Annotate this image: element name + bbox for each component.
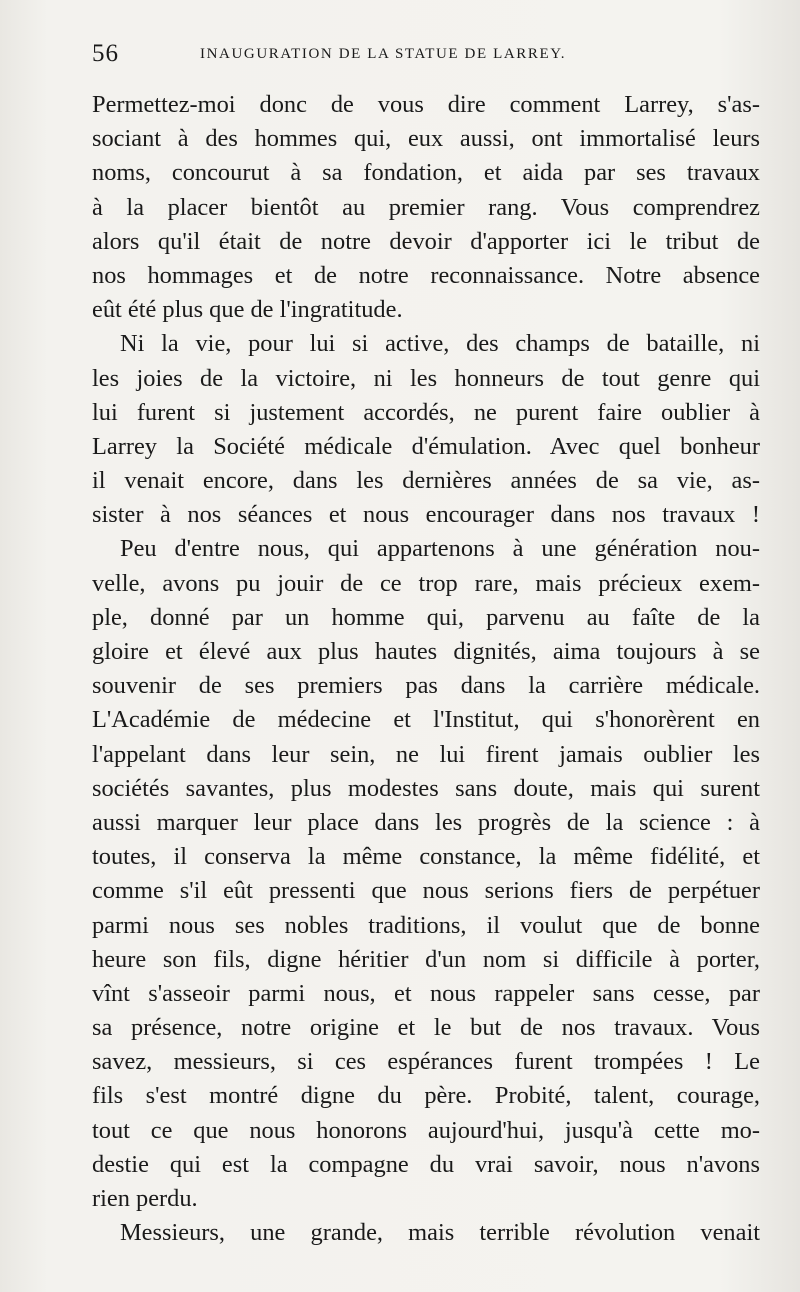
running-title: INAUGURATION DE LA STATUE DE LARREY. bbox=[200, 46, 567, 62]
text-line: toutes, il conserva la même constance, la même fidélité, et bbox=[92, 843, 760, 871]
text-line: ple, donné par un homme qui, parvenu au faîte de la bbox=[92, 603, 760, 631]
body-text bbox=[92, 88, 760, 1250]
text-line: parmi nous ses nobles traditions, il voulut que de bonne bbox=[92, 911, 760, 939]
text-line: sister à nos séances et nous encourager dans nos travaux ! bbox=[92, 501, 760, 529]
text-line: souvenir de ses premiers pas dans la carrière médicale. bbox=[92, 672, 760, 700]
text-line: gloire et élevé aux plus hautes dignités, aima toujours à se bbox=[92, 638, 760, 665]
text-line: à la placer bientôt au premier rang. Vous comprendrez bbox=[92, 193, 760, 221]
text-line: sociant à des hommes qui, eux aussi, ont immortalisé leurs bbox=[92, 125, 760, 153]
text-line: l'appelant dans leur sein, ne lui firent jamais oublier les bbox=[92, 740, 760, 768]
text-line: tout ce que nous honorons aujourd'hui, jusqu'à cette mo- bbox=[92, 1116, 760, 1144]
text-line: Messieurs, une grande, mais terrible révolution venait bbox=[120, 1219, 760, 1247]
text-line: Ni la vie, pour lui si active, des champs de bataille, ni bbox=[120, 330, 760, 358]
text-line: velle, avons pu jouir de ce trop rare, mais précieux exem- bbox=[92, 569, 760, 597]
text-line: alors qu'il était de notre devoir d'apporter ici le tribut de bbox=[92, 227, 760, 255]
text-line: heure son fils, digne héritier d'un nom si difficile à porter, bbox=[92, 945, 760, 973]
text-line: les joies de la victoire, ni les honneurs de tout genre qui bbox=[92, 364, 760, 392]
text-line: lui furent si justement accordés, ne purent faire oublier à bbox=[92, 398, 760, 426]
text-line: vînt s'asseoir parmi nous, et nous rappeler sans cesse, par bbox=[92, 979, 760, 1007]
text-line: rien perdu. bbox=[92, 1185, 198, 1212]
text-line: L'Académie de médecine et l'Institut, qui s'honorèrent en bbox=[92, 706, 760, 734]
text-line: nos hommages et de notre reconnaissance. Notre absence bbox=[92, 261, 760, 289]
text-line: il venait encore, dans les dernières années de sa vie, as- bbox=[92, 467, 760, 495]
text-line: destie qui est la compagne du vrai savoir, nous n'avons bbox=[92, 1150, 760, 1178]
text-line: savez, messieurs, si ces espérances furent trompées ! Le bbox=[92, 1048, 760, 1076]
text-line: aussi marquer leur place dans les progrès de la science : à bbox=[92, 808, 760, 836]
page-header bbox=[92, 40, 672, 70]
text-line: comme s'il eût pressenti que nous serions fiers de perpétuer bbox=[92, 877, 760, 905]
text-line: Larrey la Société médicale d'émulation. Avec quel bonheur bbox=[92, 432, 760, 460]
text-line: sociétés savantes, plus modestes sans doute, mais qui surent bbox=[92, 774, 760, 802]
page-number: 56 bbox=[92, 40, 119, 67]
text-line: eût été plus que de l'ingratitude. bbox=[92, 296, 403, 324]
text-line: sa présence, notre origine et le but de nos travaux. Vous bbox=[92, 1014, 760, 1042]
text-line: fils s'est montré digne du père. Probité, talent, courage, bbox=[92, 1082, 760, 1110]
text-line: Peu d'entre nous, qui appartenons à une génération nou- bbox=[120, 535, 760, 563]
text-line: noms, concourut à sa fondation, et aida par ses travaux bbox=[92, 159, 760, 187]
text-line: Permettez-moi donc de vous dire comment Larrey, s'as- bbox=[92, 91, 760, 118]
